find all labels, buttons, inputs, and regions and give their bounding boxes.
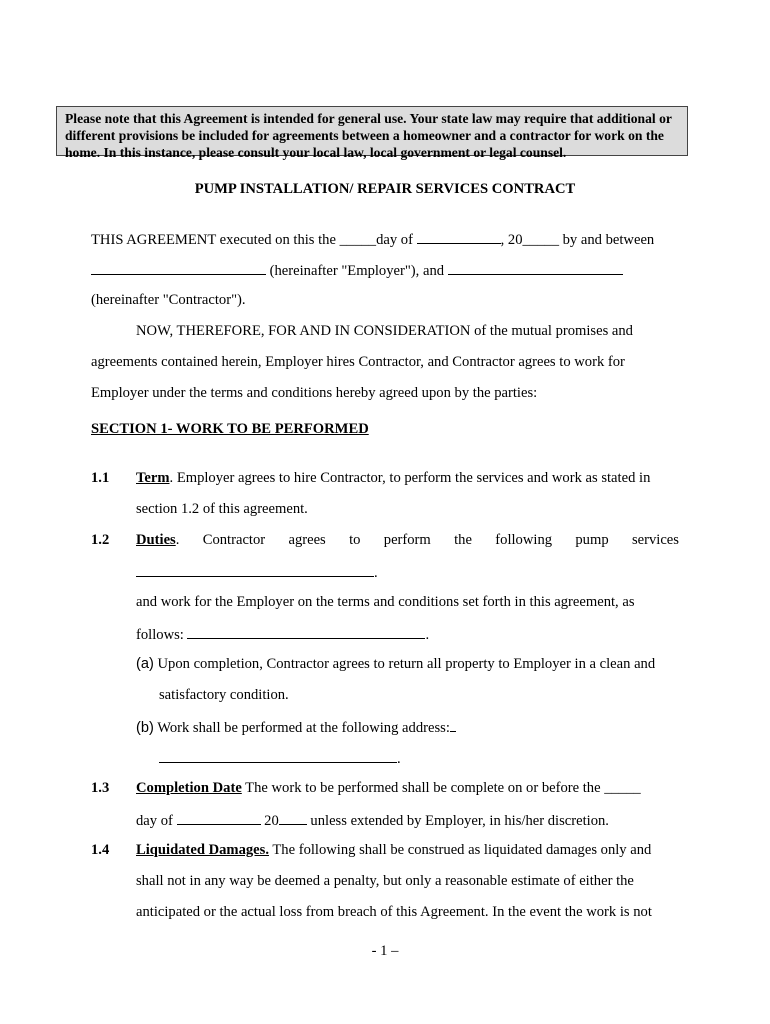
intro-text-a: THIS AGREEMENT executed on this the _____day of bbox=[91, 232, 417, 248]
clause-1-4-line-2: shall not in any way be deemed a penalty, but only a reasonable estimate of either the bbox=[136, 873, 634, 889]
item-a-line-2: satisfactory condition. bbox=[159, 687, 289, 703]
intro-text-b: , 20_____ by and between bbox=[500, 232, 655, 248]
term-text: . Employer agrees to hire Contractor, to perform the services and work as stated in bbox=[169, 470, 651, 486]
clause-1-2-line-3: and work for the Employer on the terms and conditions set forth in this agreement, as bbox=[136, 594, 635, 610]
recital-line-3: Employer under the terms and conditions hereby agreed upon by the parties: bbox=[91, 385, 538, 401]
clause-1-1-line-1 bbox=[136, 470, 650, 487]
recital-line-2: agreements contained herein, Employer hires Contractor, and Contractor agrees to work for bbox=[91, 354, 625, 370]
item-b-line-1: (b) Work shall be performed at the following address: bbox=[136, 718, 456, 737]
completion-date-label: Completion Date bbox=[136, 780, 242, 796]
item-a-line-1: (a) Upon completion, Contractor agrees to return all property to Employer in a clean and bbox=[136, 656, 656, 672]
contract-title: PUMP INSTALLATION/ REPAIR SERVICES CONTRACT bbox=[194, 181, 576, 197]
intro-line-3: (hereinafter "Contractor"). bbox=[91, 292, 246, 308]
address-blank bbox=[159, 749, 397, 763]
clause-1-4-line-1: Liquidated Damages. The following shall be construed as liquidated damages only and bbox=[136, 842, 652, 858]
employer-text: (hereinafter "Employer"), and bbox=[266, 263, 448, 279]
contractor-name-blank bbox=[448, 261, 623, 275]
recital-line-1: NOW, THEREFORE, FOR AND IN CONSIDERATION of the mutual promises and bbox=[136, 323, 633, 339]
month-blank bbox=[417, 230, 501, 244]
duties-services-line: . bbox=[136, 563, 378, 582]
completion-year-blank bbox=[279, 811, 307, 825]
employer-name-blank bbox=[91, 261, 266, 275]
clause-1-3-line-1: Completion Date The work to be performed shall be complete on or before the _____ bbox=[136, 780, 641, 796]
follows-line: follows: . bbox=[136, 627, 430, 643]
item-a-marker: (a) bbox=[136, 656, 154, 672]
intro-line-1 bbox=[91, 230, 654, 249]
term-label: Term bbox=[136, 470, 170, 486]
clause-1-4-line-3: anticipated or the actual loss from breach of this Agreement. In the event the work is not bbox=[136, 904, 652, 920]
clause-1-3-number: 1.3 bbox=[91, 780, 110, 796]
clause-1-1-line-2: section 1.2 of this agreement. bbox=[136, 501, 308, 517]
address-line: . bbox=[159, 749, 401, 768]
section-1-heading: SECTION 1- WORK TO BE PERFORMED bbox=[91, 421, 369, 437]
clause-1-2-number: 1.2 bbox=[91, 532, 110, 548]
duties-label: Duties bbox=[136, 532, 176, 548]
liquidated-damages-label: Liquidated Damages. bbox=[136, 842, 269, 858]
item-b-marker: (b) bbox=[136, 720, 154, 736]
services-blank bbox=[136, 563, 374, 577]
page-number: - 1 – bbox=[371, 943, 399, 959]
completion-month-blank bbox=[177, 811, 261, 825]
clause-1-4-number: 1.4 bbox=[91, 842, 110, 858]
clause-1-1-number: 1.1 bbox=[91, 470, 110, 486]
clause-1-2-line-1: Duties. Contractor agrees to perform the following pump services bbox=[136, 532, 679, 548]
follows-blank bbox=[187, 625, 425, 639]
disclaimer-notice: Please note that this Agreement is intended for general use. Your state law may require that additional or different provisions be included for agreements between a homeowner and a contractor for work on the home. In this instance, please consult your local law, local government or legal counsel. bbox=[56, 106, 688, 156]
clause-1-3-line-2: day of 20 unless extended by Employer, in his/her discretion. bbox=[136, 813, 609, 829]
intro-line-2 bbox=[91, 261, 623, 280]
